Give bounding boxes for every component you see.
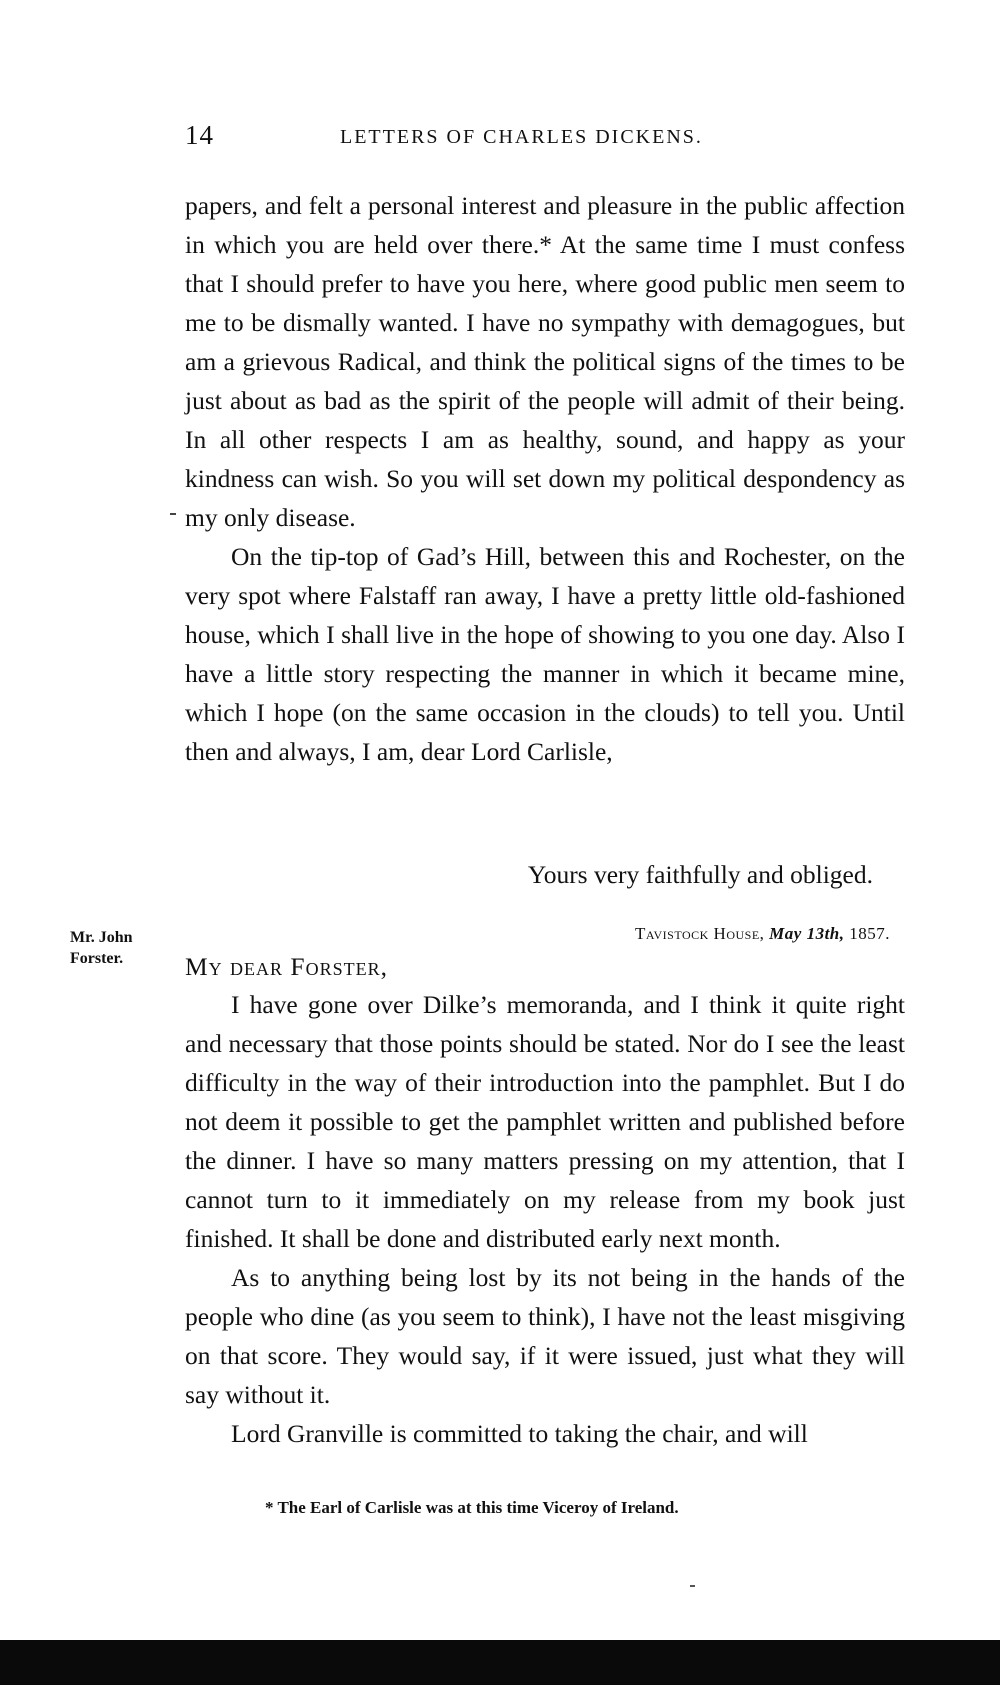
paragraph: I have gone over Dilke’s memoranda, and I think it quite right and necessary that those points should be stated. Nor do I see the least difficulty in the way of their introduction into the pamphlet. But I do not deem it possible to get the pamphlet written and published before the dinner. I have so many matters pressing on my attention, that I cannot turn to it immediately on my release from my book just finished. It shall be done and distributed early next month. <box>185 990 905 1253</box>
letter-2-body <box>185 985 905 1453</box>
paragraph: On the tip-top of Gad’s Hill, between this and Rochester, on the very spot where Falstaff ran away, I have a pretty little old-fashioned house, which I shall live in the hope of showing to you one day. Also I have a little story respecting the manner in which it became mine, which I hope (on the same occasion in the clouds) to tell you. Until then and always, I am, dear Lord Carlisle, <box>185 542 905 766</box>
letter-dateline <box>520 924 890 944</box>
page-header <box>185 120 905 160</box>
running-head: LETTERS OF CHARLES DICKENS. <box>340 126 703 148</box>
scan-speck <box>170 513 176 515</box>
dateline-year: 1857. <box>849 924 890 943</box>
letter-closing: Yours very faithfully and obliged. <box>527 860 873 889</box>
recipient-margin-note <box>70 927 180 969</box>
letter-salutation: My dear Forster, <box>185 952 388 981</box>
paragraph: Lord Granville is committed to taking the chair, and will <box>231 1419 808 1448</box>
recipient-line: Mr. John <box>70 929 133 946</box>
paragraph: papers, and felt a personal interest and pleasure in the public affection in which you are held over there.* At the same time I must confess that I should prefer to have you here, where good public men seem to me to be dismally wanted. I have no sympathy with demagogues, but am a grievous Radical, and think the political signs of the times to be just about as bad as the spirit of the people will admit of their being. In all other respects I am as healthy, sound, and happy as your kindness can wish. So you will set down my political despondency as my only disease. <box>185 191 905 532</box>
paragraph: As to anything being lost by its not being in the hands of the people who dine (as you seem to think), I have not the least misgiving on that score. They would say, if it were issued, just what they will say without it. <box>185 1263 905 1409</box>
dateline-date: May 13th, <box>769 924 845 943</box>
recipient-line: Forster. <box>70 950 124 967</box>
scan-speck <box>690 1585 695 1587</box>
page-number: 14 <box>185 120 214 150</box>
scan-edge-bar <box>0 1640 1000 1685</box>
letter-1-body <box>185 186 905 771</box>
dateline-place: Tavistock House, <box>635 924 765 943</box>
footnote: * The Earl of Carlisle was at this time Viceroy of Ireland. <box>265 1498 679 1517</box>
